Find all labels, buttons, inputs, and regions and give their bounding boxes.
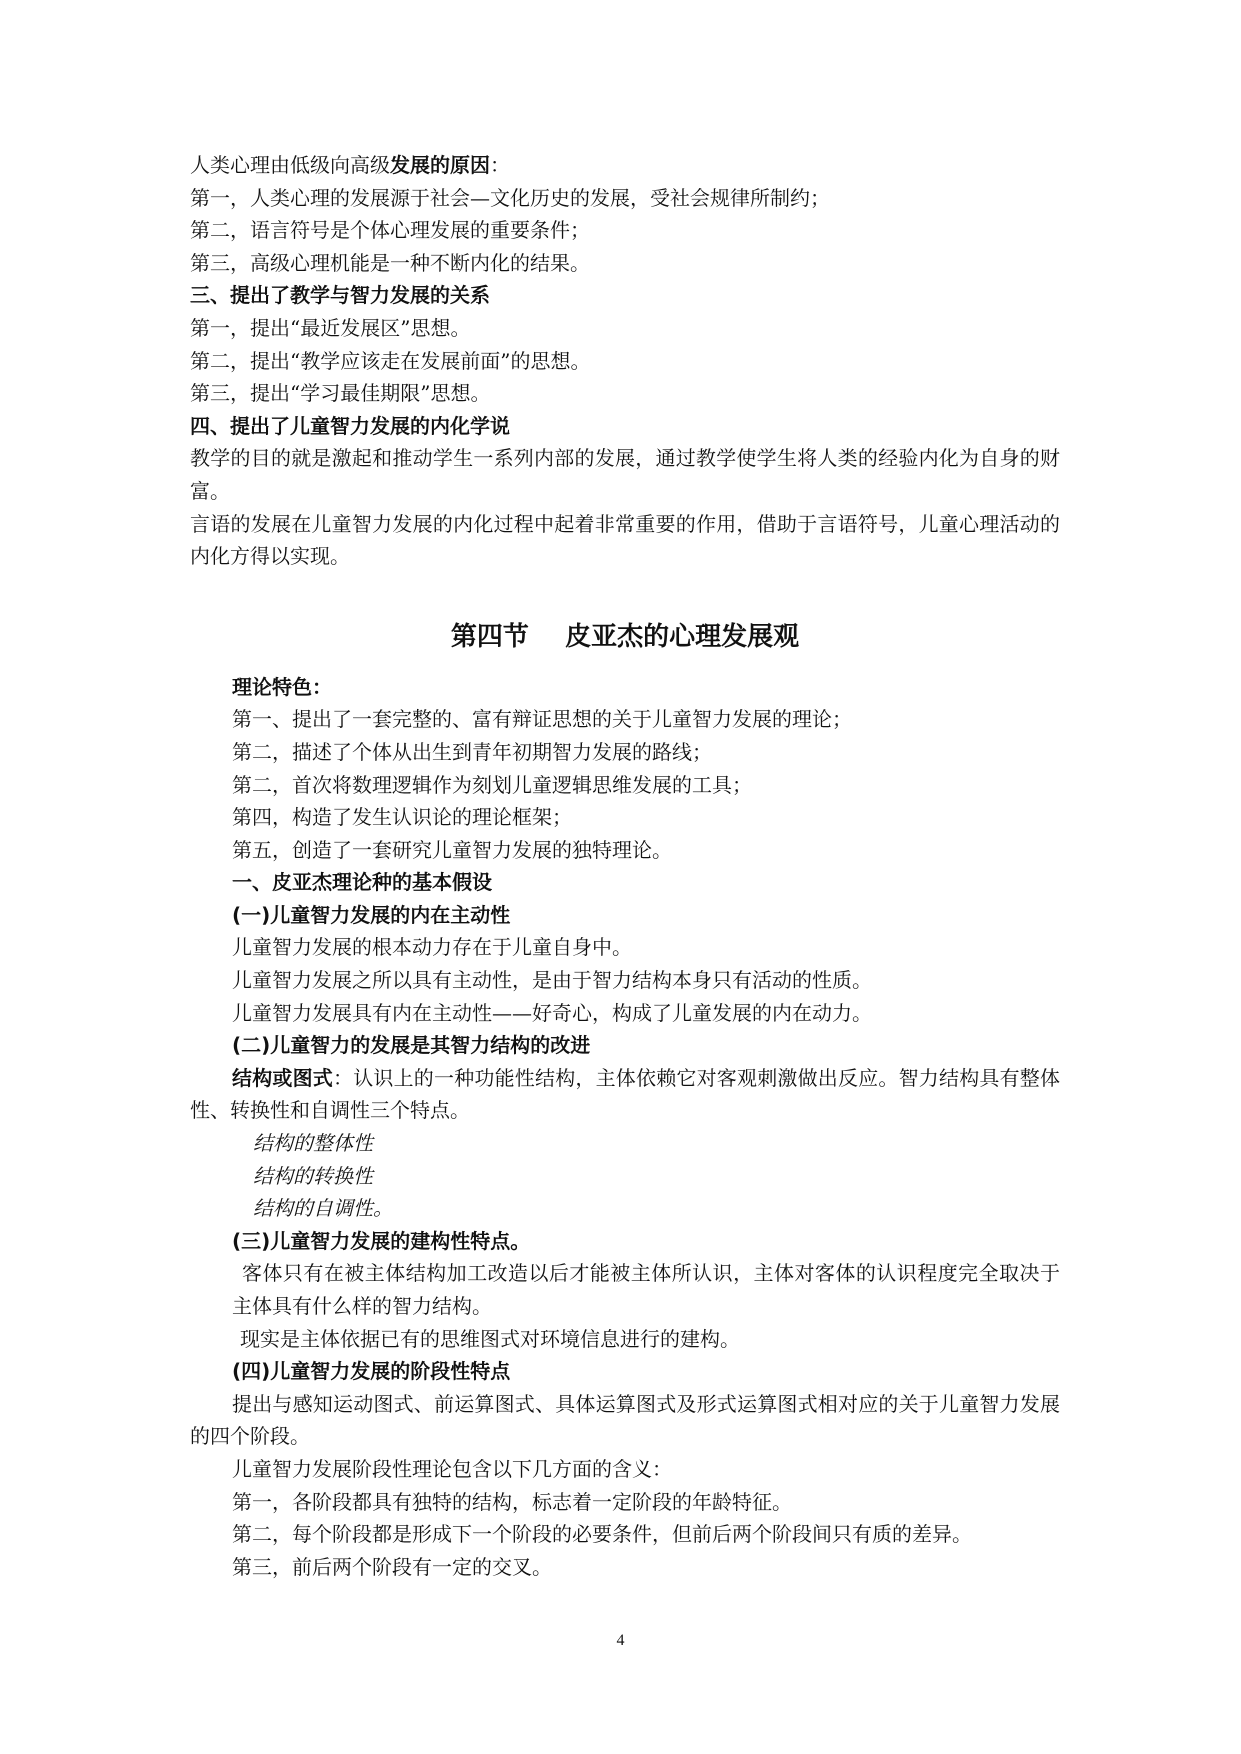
stage-implication-3: 第三，前后两个阶段有一定的交叉。 <box>232 1554 552 1579</box>
feature-5: 第五，创造了一套研究儿童智力发展的独特理论。 <box>232 837 672 862</box>
subheading-3: (三)儿童智力发展的建构性特点。 <box>232 1228 531 1253</box>
page-content <box>190 149 1060 1583</box>
heading-basic-assumptions: 一、皮亚杰理论种的基本假设 <box>232 870 492 895</box>
causes-heading-colon: ： <box>490 153 510 177</box>
structure-item-1: 结构的整体性 <box>253 1131 373 1156</box>
subsection-3-paragraph-2: 现实是主体依据已有的思维图式对环境信息进行的建构。 <box>240 1326 740 1351</box>
structure-item-3: 结构的自调性。 <box>253 1196 393 1221</box>
cause-1: 第一，人类心理的发展源于社会—文化历史的发展，受社会规律所制约； <box>190 185 830 210</box>
subheading-2: (二)儿童智力的发展是其智力结构的改进 <box>232 1033 591 1058</box>
cause-2: 第二，语言符号是个体心理发展的重要条件； <box>190 218 590 243</box>
internalization-paragraph-1: 教学的目的就是激起和推动学生一系列内部的发展，通过教学使学生将人类的经验内化为自身的财富。 <box>190 446 1060 503</box>
feature-2: 第二，描述了个体从出生到青年初期智力发展的路线； <box>232 739 712 764</box>
structure-definition <box>190 1062 1060 1127</box>
teaching-point-1: 第一，提出“最近发展区”思想。 <box>190 315 471 340</box>
internalization-paragraph-2: 言语的发展在儿童智力发展的内化过程中起着非常重要的作用，借助于言语符号，儿童心理活动的内化方得以实现。 <box>190 511 1060 569</box>
stage-implication-1: 第一，各阶段都具有独特的结构，标志着一定阶段的年龄特征。 <box>232 1489 792 1514</box>
subsection-1-line-3: 儿童智力发展具有内在主动性——好奇心，构成了儿童发展的内在动力。 <box>232 1000 872 1025</box>
heading-internalization: 四、提出了儿童智力发展的内化学说 <box>190 413 510 438</box>
structure-definition-text: ：认识上的一种功能性结构，主体依赖它对客观刺激做出反应。智力结构具有整体性、转换性和自调性三个特点。 <box>190 1065 1060 1123</box>
subheading-1: (一)儿童智力发展的内在主动性 <box>232 902 511 927</box>
causes-heading-bold: 发展的原因 <box>390 153 490 177</box>
structure-term: 结构或图式 <box>232 1065 333 1090</box>
feature-3: 第二，首次将数理逻辑作为刻划儿童逻辑思维发展的工具； <box>232 772 752 797</box>
heading-teaching-relation: 三、提出了教学与智力发展的关系 <box>190 283 490 308</box>
subsection-1-line-1: 儿童智力发展的根本动力存在于儿童自身中。 <box>232 935 632 960</box>
section-title: 第四节 皮亚杰的心理发展观 <box>450 621 800 652</box>
subheading-4: (四)儿童智力发展的阶段性特点 <box>232 1359 511 1384</box>
teaching-point-2: 第二，提出“教学应该走在发展前面”的思想。 <box>190 348 591 373</box>
causes-heading <box>190 149 1060 182</box>
feature-1: 第一、提出了一套完整的、富有辩证思想的关于儿童智力发展的理论； <box>232 707 852 732</box>
structure-item-2: 结构的转换性 <box>253 1163 373 1188</box>
subsection-3-paragraph-1: 客体只有在被主体结构加工改造以后才能被主体所认识，主体对客体的认识程度完全取决于主体具有什么样的智力结构。 <box>232 1261 1060 1318</box>
cause-3: 第三，高级心理机能是一种不断内化的结果。 <box>190 250 590 275</box>
causes-heading-text: 人类心理由低级向高级 <box>190 153 390 177</box>
teaching-point-3: 第三，提出“学习最佳期限”思想。 <box>190 381 491 406</box>
stage-implication-2: 第二，每个阶段都是形成下一个阶段的必要条件，但前后两个阶段间只有质的差异。 <box>232 1522 972 1547</box>
page-number: 4 <box>616 1632 625 1649</box>
subsection-4-paragraph-1: 提出与感知运动图式、前运算图式、具体运算图式及形式运算图式相对应的关于儿童智力发展的四个阶段。 <box>190 1391 1060 1449</box>
subsection-1-line-2: 儿童智力发展之所以具有主动性，是由于智力结构本身只有活动的性质。 <box>232 968 872 993</box>
features-heading: 理论特色： <box>232 674 332 699</box>
subsection-4-paragraph-2: 儿童智力发展阶段性理论包含以下几方面的含义： <box>232 1456 672 1481</box>
feature-4: 第四，构造了发生认识论的理论框架； <box>232 805 572 830</box>
